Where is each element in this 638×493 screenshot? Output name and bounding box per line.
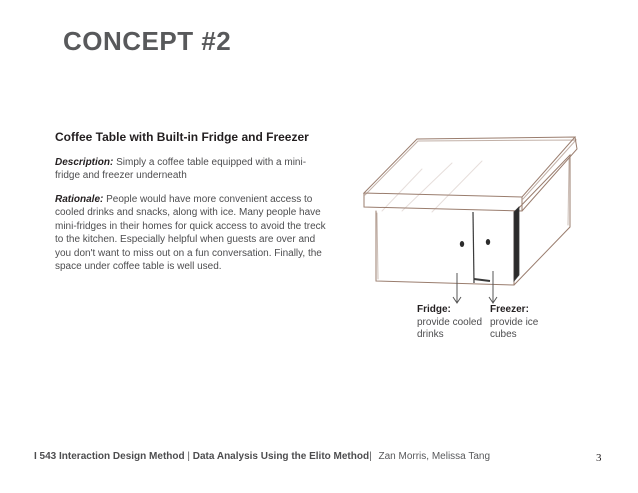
footer-separator: | xyxy=(187,451,190,462)
slide-title: CONCEPT #2 xyxy=(63,26,232,56)
freezer-knob-icon xyxy=(486,239,490,245)
project-title: Data Analysis Using the Elito Method xyxy=(192,451,370,462)
description-paragraph xyxy=(55,156,330,183)
freezer-annotation xyxy=(490,304,560,342)
freezer-arrow-icon xyxy=(489,271,497,303)
coffee-table-sketch xyxy=(362,133,594,307)
description-text: Simply a coffee table equipped with a mini-fridge and freezer underneath xyxy=(55,157,307,182)
table-top-outline xyxy=(364,137,575,197)
rationale-text: People would have more convenient access to cooled drinks and snacks, along with ice. Many people have mini-fridges in their homes for quick access to avoid the treck to the kitchen. Especially helpful when guests are over and you don't want to miss out on a fun conversation. Finally, the space under coffee table is well used. xyxy=(55,194,326,273)
fridge-text: provide cooled drinks xyxy=(417,316,483,340)
table-top-front-edge xyxy=(364,193,522,211)
course-title: Interaction Design Method xyxy=(59,451,185,462)
fridge-heading: Fridge: xyxy=(417,304,451,315)
course-number: I 543 xyxy=(34,451,57,462)
description-label: Description: xyxy=(55,157,114,168)
concept-name: Coffee Table with Built-in Fridge and Freezer xyxy=(55,130,309,144)
freezer-heading: Freezer: xyxy=(490,304,529,315)
freezer-text: provide ice cubes xyxy=(490,316,539,340)
authors: Zan Morris, Melissa Tang xyxy=(378,451,491,462)
rationale-paragraph xyxy=(55,193,330,273)
footer xyxy=(34,451,490,462)
page-number: 3 xyxy=(596,452,602,464)
freezer-corner-shading xyxy=(514,207,519,281)
fridge-knob-icon xyxy=(460,241,464,247)
footer-separator: | xyxy=(369,451,372,462)
rationale-label: Rationale: xyxy=(55,194,104,205)
door-divider xyxy=(473,212,474,283)
fridge-annotation xyxy=(417,304,492,342)
fridge-arrow-icon xyxy=(453,273,461,303)
